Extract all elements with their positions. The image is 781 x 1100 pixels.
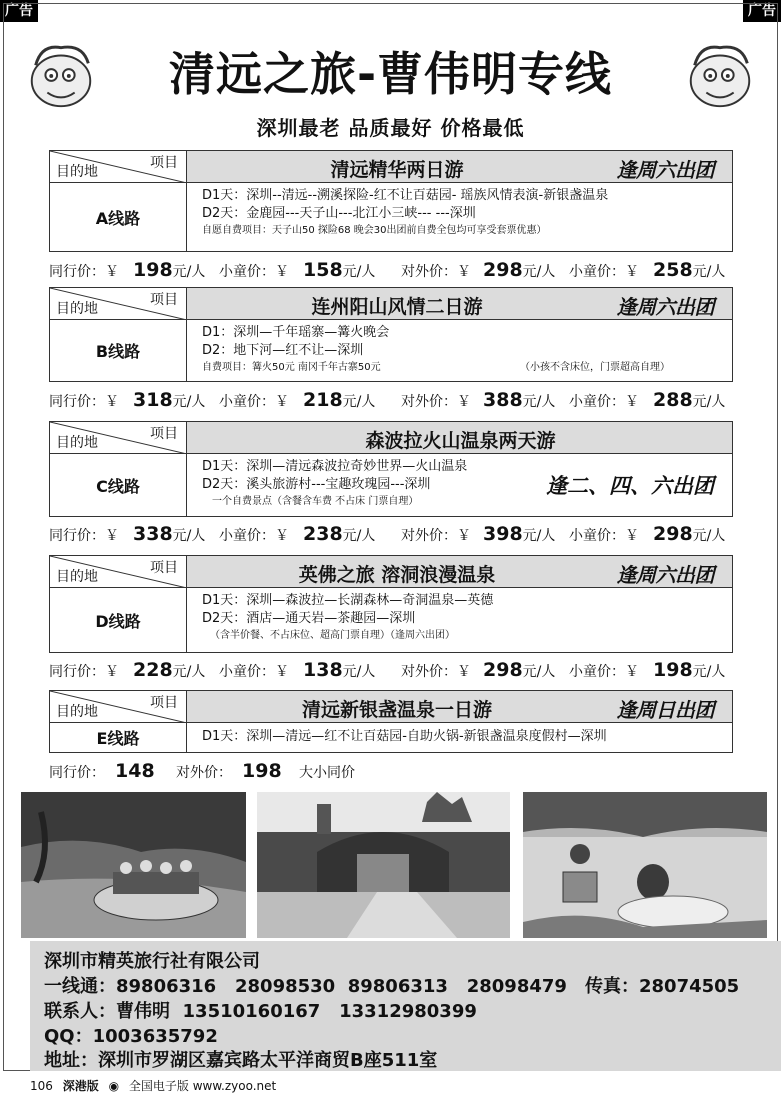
header-cell bbox=[50, 691, 187, 722]
price-unit: 元/人 bbox=[522, 394, 556, 410]
route-schedule: 逢周六出团 bbox=[616, 563, 714, 587]
route-code: C线路 bbox=[50, 454, 187, 516]
public-price-label: 对外价： bbox=[176, 765, 232, 781]
peer-price-label: 同行价： bbox=[49, 765, 105, 781]
itinerary-line: D1天：深圳—清远—红不让百菇园-自助火锅-新银盏温泉度假村—深圳 bbox=[202, 729, 607, 744]
qq-label: QQ： bbox=[44, 1026, 93, 1047]
child-price: 238 bbox=[303, 523, 343, 545]
peer-price-label: 同行价：￥ bbox=[49, 394, 119, 410]
price-unit: 元/人 bbox=[342, 264, 376, 280]
price-unit: 元/人 bbox=[522, 528, 556, 544]
peer-price: 318 bbox=[133, 389, 173, 411]
page-subtitle: 深圳最老 品质最好 价格最低 bbox=[256, 116, 525, 140]
child2-price: 288 bbox=[653, 389, 693, 411]
ad-label-left: 广告 bbox=[0, 0, 38, 22]
public-price: 298 bbox=[483, 659, 523, 681]
qq-number: 1003635792 bbox=[92, 1026, 218, 1047]
address-row bbox=[44, 1046, 437, 1072]
contact-panel bbox=[30, 941, 781, 1071]
child2-price: 198 bbox=[653, 659, 693, 681]
child2-price-label: 小童价：￥ bbox=[569, 664, 639, 680]
page-footer bbox=[30, 1077, 282, 1094]
public-price: 388 bbox=[483, 389, 523, 411]
photo-rafting bbox=[21, 792, 246, 938]
public-price: 298 bbox=[483, 259, 523, 281]
price-unit: 元/人 bbox=[172, 528, 206, 544]
child-price-label: 小童价：￥ bbox=[219, 394, 289, 410]
national-edition-link[interactable]: 全国电子版 www.zyoo.net bbox=[128, 1079, 277, 1093]
route-note: 自愿自费项目：天子山50 探险68 晚会30出团前自费全包均可享受套票优惠） bbox=[202, 225, 547, 236]
price-unit: 元/人 bbox=[692, 264, 726, 280]
route-note: 一个自费景点（含餐含车费 不占床 门票自理） bbox=[212, 496, 419, 507]
route-e-table bbox=[49, 690, 733, 753]
same-price-note: 大小同价 bbox=[299, 765, 355, 781]
price-unit: 元/人 bbox=[172, 664, 206, 680]
item-label: 项目 bbox=[150, 560, 178, 576]
address-text: 深圳市罗湖区嘉宾路太平洋商贸B座511室 bbox=[98, 1050, 438, 1071]
edition-logo-icon: ◉ bbox=[108, 1079, 120, 1093]
itinerary-line: D1天：深圳—清远森波拉奇妙世界—火山温泉 bbox=[202, 459, 468, 474]
item-label: 项目 bbox=[150, 695, 178, 711]
route-schedule: 逢二、四、六出团 bbox=[546, 474, 714, 498]
header-cell bbox=[50, 556, 187, 587]
child-price: 158 bbox=[303, 259, 343, 281]
price-unit: 元/人 bbox=[172, 394, 206, 410]
route-name: 清远精华两日游 bbox=[330, 159, 464, 181]
destination-label: 目的地 bbox=[56, 435, 98, 451]
price-unit: 元/人 bbox=[342, 394, 376, 410]
contact-person-row bbox=[44, 997, 477, 1023]
fax-number: 28074505 bbox=[639, 976, 740, 997]
address-label: 地址： bbox=[44, 1050, 98, 1071]
price-unit: 元/人 bbox=[172, 264, 206, 280]
route-code: E线路 bbox=[50, 723, 187, 752]
itinerary-line: D2天：酒店—通天岩—茶趣园—深圳 bbox=[202, 611, 416, 626]
edition-label: 深港版 bbox=[62, 1079, 99, 1093]
child2-price-label: 小童价：￥ bbox=[569, 394, 639, 410]
route-code: B线路 bbox=[50, 320, 187, 381]
peer-price-label: 同行价：￥ bbox=[49, 664, 119, 680]
peer-price: 338 bbox=[133, 523, 173, 545]
peer-price-label: 同行价：￥ bbox=[49, 528, 119, 544]
ad-label-right: 广告 bbox=[743, 0, 781, 22]
itinerary-line: D1天：深圳—森波拉—长湖森林—奇洞温泉—英德 bbox=[202, 593, 494, 608]
price-unit: 元/人 bbox=[522, 664, 556, 680]
hotline-row bbox=[44, 972, 567, 998]
header-cell bbox=[50, 288, 187, 319]
itinerary-line: D1：深圳—千年瑶寨—篝火晚会 bbox=[202, 325, 390, 340]
child2-price-label: 小童价：￥ bbox=[569, 264, 639, 280]
qq-row bbox=[44, 1022, 218, 1048]
route-code: A线路 bbox=[50, 183, 187, 251]
hotline-label: 一线通： bbox=[44, 976, 116, 997]
child-price-label: 小童价：￥ bbox=[219, 264, 289, 280]
item-label: 项目 bbox=[150, 426, 178, 442]
child-price: 218 bbox=[303, 389, 343, 411]
public-price-label: 对外价：￥ bbox=[401, 528, 471, 544]
destination-label: 目的地 bbox=[56, 569, 98, 585]
company-name: 深圳市精英旅行社有限公司 bbox=[44, 951, 260, 972]
page-number: 106 bbox=[30, 1079, 53, 1093]
route-d-table bbox=[49, 555, 733, 653]
fax-row bbox=[585, 972, 739, 998]
price-unit: 元/人 bbox=[522, 264, 556, 280]
price-unit: 元/人 bbox=[342, 664, 376, 680]
child-price: 138 bbox=[303, 659, 343, 681]
route-b-table bbox=[49, 287, 733, 382]
price-unit: 元/人 bbox=[692, 528, 726, 544]
peer-price: 228 bbox=[133, 659, 173, 681]
itinerary-line: D1天：深圳--清远--溯溪探险-红不让百菇园- 瑶族风情表演-新银盏温泉 bbox=[202, 188, 609, 203]
public-price-label: 对外价：￥ bbox=[401, 394, 471, 410]
hotline-numbers: 89806316 28098530 89806313 28098479 bbox=[116, 976, 567, 997]
photo-hot-spring bbox=[523, 792, 767, 938]
child2-price: 258 bbox=[653, 259, 693, 281]
fax-label: 传真： bbox=[585, 976, 639, 997]
item-label: 项目 bbox=[150, 292, 178, 308]
public-price-label: 对外价：￥ bbox=[401, 664, 471, 680]
itinerary-line: D2：地下河—红不让—深圳 bbox=[202, 343, 364, 358]
route-name: 清远新银盏温泉一日游 bbox=[301, 699, 492, 721]
person-label: 联系人： bbox=[44, 1001, 116, 1022]
person-info: 曹伟明 13510160167 13312980399 bbox=[116, 1001, 477, 1022]
page-title: 清远之旅-曹伟明专线 bbox=[168, 47, 613, 101]
route-schedule: 逢周日出团 bbox=[616, 698, 714, 722]
child2-price-label: 小童价：￥ bbox=[569, 528, 639, 544]
child-price-label: 小童价：￥ bbox=[219, 528, 289, 544]
destination-label: 目的地 bbox=[56, 301, 98, 317]
price-unit: 元/人 bbox=[342, 528, 376, 544]
peer-price: 198 bbox=[133, 259, 173, 281]
item-label: 项目 bbox=[150, 155, 178, 171]
route-name: 连州阳山风情二日游 bbox=[311, 296, 483, 318]
public-price-label: 对外价：￥ bbox=[401, 264, 471, 280]
photo-park-gate bbox=[257, 792, 510, 938]
child2-price: 298 bbox=[653, 523, 693, 545]
header-cell bbox=[50, 151, 187, 182]
route-c-table bbox=[49, 421, 733, 517]
destination-label: 目的地 bbox=[56, 164, 98, 180]
header-cell bbox=[50, 422, 187, 453]
peer-price-label: 同行价：￥ bbox=[49, 264, 119, 280]
public-price: 398 bbox=[483, 523, 523, 545]
public-price: 198 bbox=[242, 760, 282, 782]
route-name: 森波拉火山温泉两天游 bbox=[365, 430, 556, 452]
child-price-label: 小童价：￥ bbox=[219, 664, 289, 680]
route-schedule: 逢周六出团 bbox=[616, 158, 714, 182]
route-note-2: （小孩不含床位，门票超高自理） bbox=[520, 362, 670, 373]
itinerary-line: D2天：溪头旅游村---宝趣玫瑰园---深圳 bbox=[202, 477, 431, 492]
route-name: 英佛之旅 溶洞浪漫温泉 bbox=[298, 564, 496, 586]
route-note: 自费项目：篝火50元 南冈千年古寨50元 （小孩不含床位，门票超高自理） bbox=[202, 360, 726, 376]
route-a-table bbox=[49, 150, 733, 252]
itinerary-line: D2天：金鹿园---天子山---北江小三峡--- ---深圳 bbox=[202, 206, 476, 221]
price-unit: 元/人 bbox=[692, 394, 726, 410]
route-code: D线路 bbox=[50, 588, 187, 652]
peer-price: 148 bbox=[115, 760, 155, 782]
route-schedule: 逢周六出团 bbox=[616, 295, 714, 319]
destination-label: 目的地 bbox=[56, 704, 98, 720]
route-note: （含半价餐、不占床位、超高门票自理）（逢周六出团） bbox=[210, 630, 455, 641]
price-unit: 元/人 bbox=[692, 664, 726, 680]
